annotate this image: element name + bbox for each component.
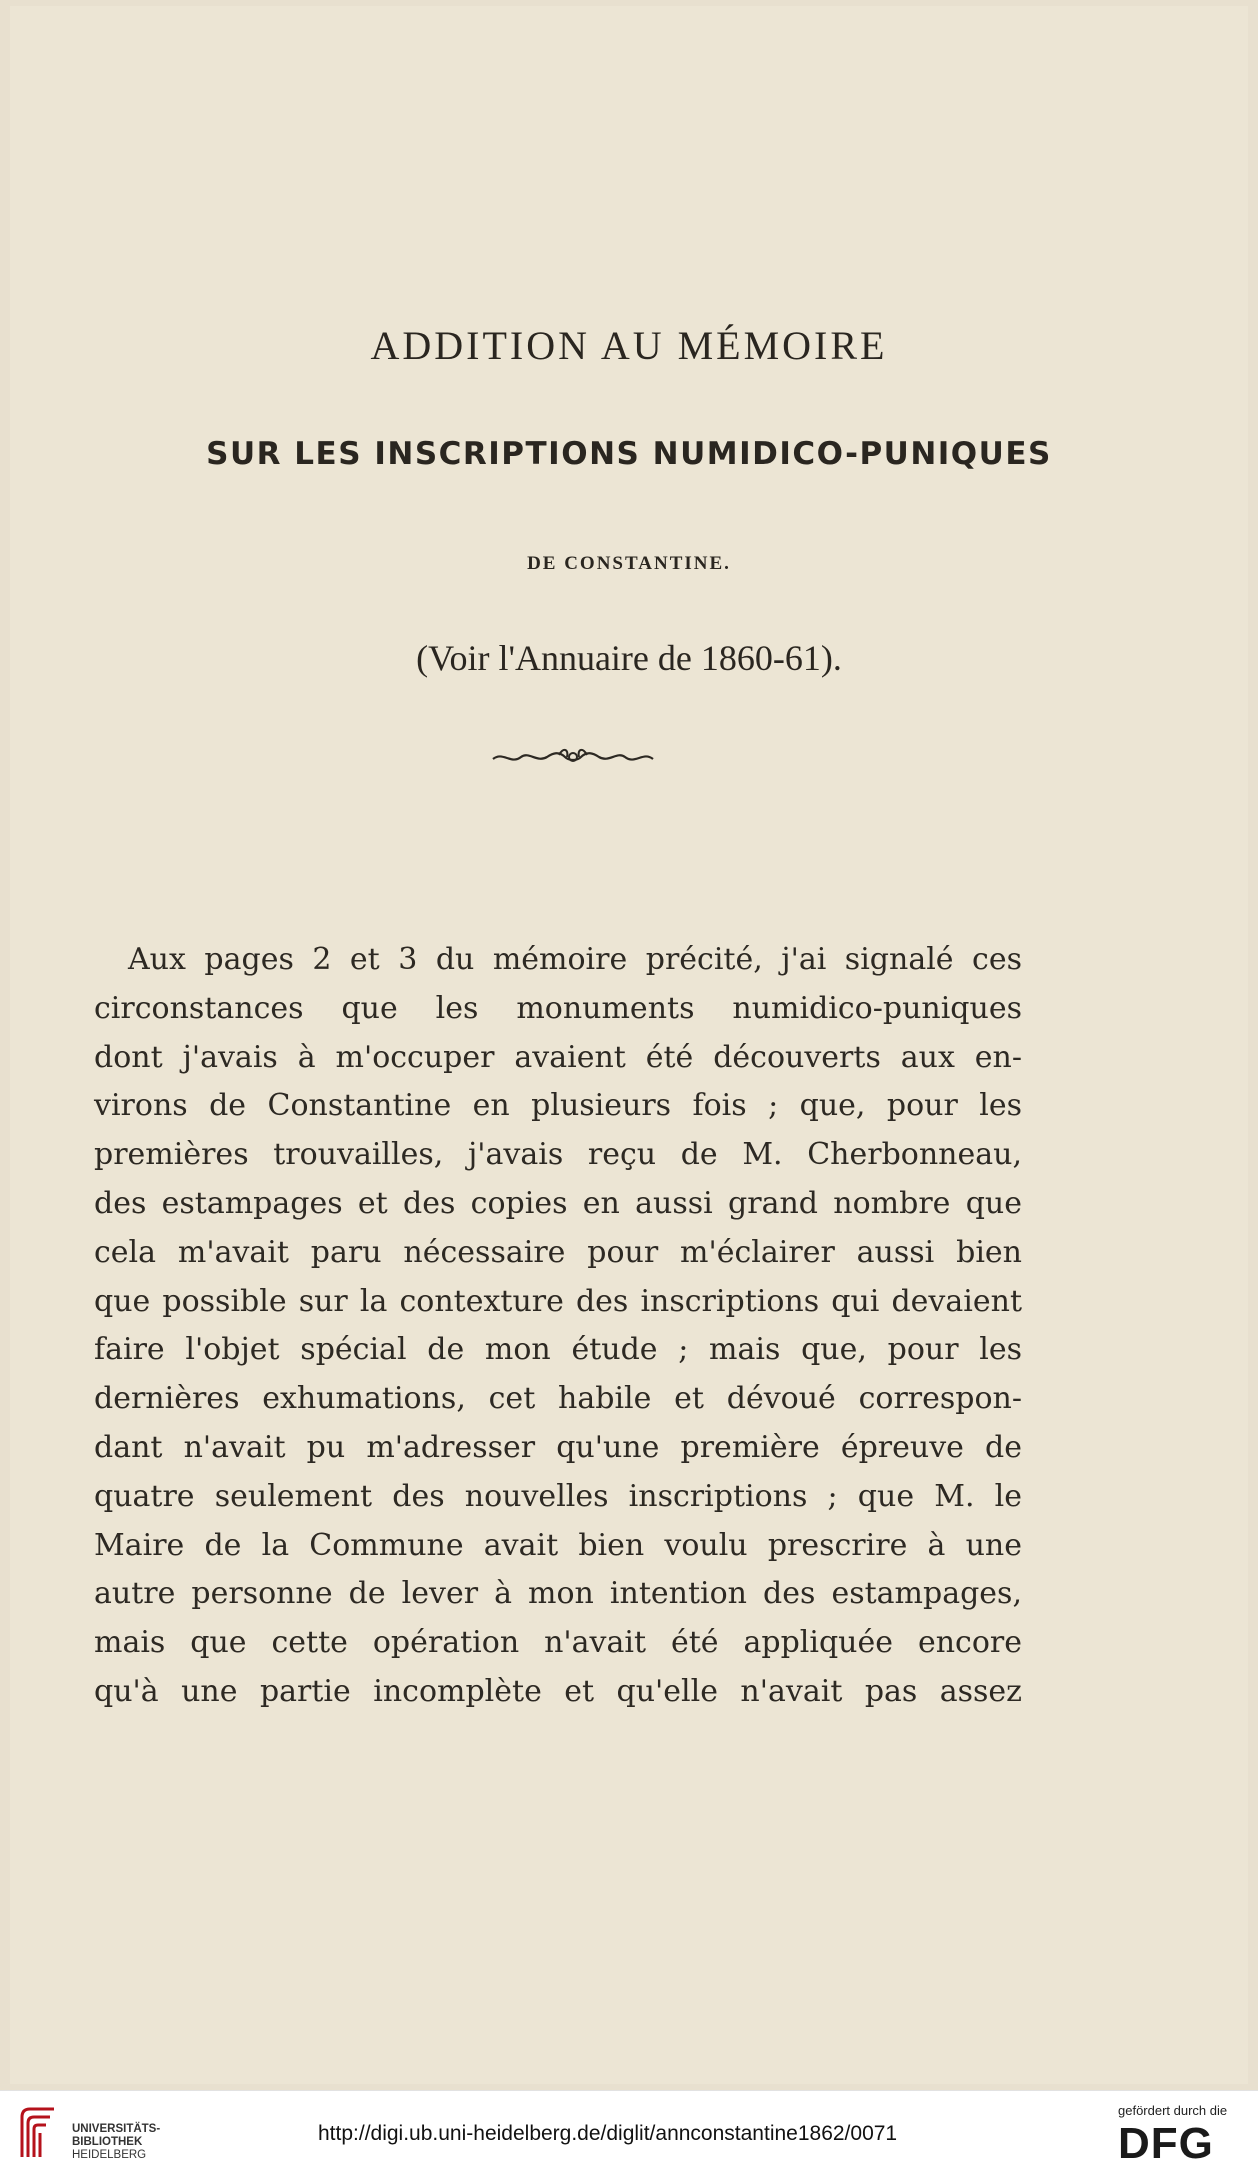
body-line: premières trouvailles, j'avais reçu de M. Cherbonneau, [94,1137,1022,1173]
permalink-url[interactable]: http://digi.ub.uni-heidelberg.de/diglit/annconstantine1862/0071 [318,2122,898,2145]
body-line: cela m'avait paru nécessaire pour m'éclairer aussi bien [94,1234,1022,1270]
ornament-divider-icon [489,745,657,769]
dfg-logo[interactable]: DFG [1118,2119,1214,2168]
body-line: dont j'avais à m'occuper avaient été découverts aux en- [94,1039,1022,1075]
heading-addition: ADDITION AU MÉMOIRE [370,323,888,368]
body-line: des estampages et des copies en aussi grand nombre que [94,1185,1022,1221]
body-line: autre personne de lever à mon intention des estampages, [94,1576,1022,1612]
body-line: faire l'objet spécial de mon étude ; mais que, pour les [94,1332,1022,1368]
body-line: Aux pages 2 et 3 du mémoire précité, j'ai signalé ces [128,942,1022,977]
body-line: mais que cette opération n'avait été appliquée encore [94,1625,1022,1661]
body-line: Maire de la Commune avait bien voulu prescrire à une [94,1527,1022,1563]
heading-constantine: DE CONSTANTINE. [527,553,731,574]
viewer-footer [0,2090,1258,2182]
heading-reference: (Voir l'Annuaire de 1860-61). [416,638,842,678]
body-line: dernières exhumations, cet habile et dévoué correspon- [94,1381,1022,1417]
library-logo[interactable] [14,2099,174,2169]
body-line: circonstances que les monuments numidico-puniques [94,990,1022,1026]
library-emblem-icon [14,2103,64,2165]
body-paragraph [94,936,1022,1717]
body-line: virons de Constantine en plusieurs fois ; que, pour les [94,1088,1022,1124]
library-name-line2: BIBLIOTHEK [72,2136,143,2148]
heading-inscriptions: SUR LES INSCRIPTIONS NUMIDICO-PUNIQUES [206,436,1052,472]
library-name-line1: UNIVERSITÄTS- [72,2123,161,2135]
body-line: que possible sur la contexture des inscriptions qui devaient [94,1283,1022,1319]
body-line: qu'à une partie incomplète et qu'elle n'avait pas assez [94,1673,1022,1709]
body-line: dant n'avait pu m'adresser qu'une première épreuve de [94,1429,1022,1465]
body-line: quatre seulement des nouvelles inscriptions ; que M. le [94,1478,1022,1514]
funded-by-label: gefördert durch die [1118,2103,1228,2118]
library-name-line3: HEIDELBERG [72,2149,147,2161]
